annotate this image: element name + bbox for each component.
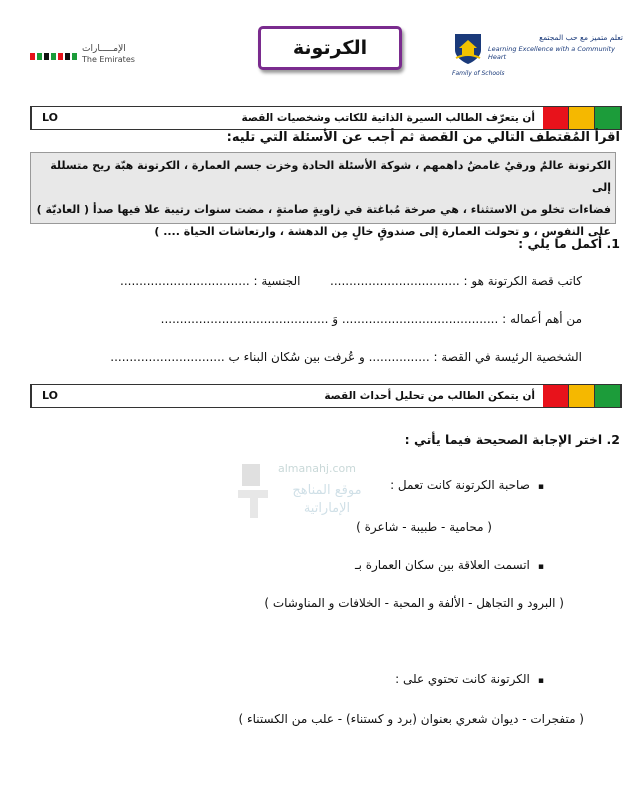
school-tagline-en: Learning Excellence with a Community Heart xyxy=(488,45,615,61)
passage-line: الكرتونة عالمٌ ورقيٌ غامضٌ داهمهم ، شوكة الأسئلة الحادة وخزت جسم العمارة ، الكرتونة هبّة ريح متسللة إلى xyxy=(50,159,611,194)
q1-author-line: كاتب قصة الكرتونة هو : .................................. xyxy=(330,274,582,288)
emirates-logo xyxy=(30,44,180,70)
emirates-logo-dots xyxy=(30,53,77,60)
q1-works-line: من أهم أعماله : ......................................... وَ ............................................ xyxy=(160,312,582,326)
q2-item-3-options: ( متفجرات - ديوان شعري بعنوان (برد و كستناء) - علب من الكستناء ) xyxy=(238,712,584,726)
worksheet-title: الكرتونة xyxy=(292,37,368,59)
watermark-ar: موقع المناهج الإماراتية xyxy=(292,483,362,516)
learning-outcome-bar-1 xyxy=(30,106,622,130)
rating-red xyxy=(543,107,569,129)
q2-item-1-text: ▪ صاحبة الكرتونة كانت تعمل : xyxy=(390,478,544,492)
q2-item-2-options: ( البرود و التجاهل - الألفة و المحبة - الخلافات و المناوشات ) xyxy=(264,596,564,610)
passage-line: فضاءات تخلو من الاستثناء ، هي صرخة مُباغتة في زاويةٍ صامتةٍ ، مضت سنوات رتيبة علا فيها صدأ ( العاديّة ) xyxy=(36,203,611,216)
rating-colors xyxy=(543,107,621,129)
q2-item-2-text: ▪ اتسمت العلاقة بين سكان العمارة بـ xyxy=(355,558,544,572)
rating-yellow xyxy=(569,385,595,407)
watermark-icon xyxy=(236,460,276,520)
lo-text: أن يتعرّف الطالب السيرة الذاتية للكاتب وشخصيات القصة xyxy=(241,112,535,124)
emirates-logo-en: The Emirates xyxy=(82,55,135,64)
reading-instruction: اقرأ المُقتطف التالي من القصة ثم أجب عن الأسئلة التي تليه: xyxy=(226,130,620,145)
story-passage xyxy=(30,152,616,238)
lo-label: LO xyxy=(31,385,68,407)
watermark-url: almanahj.com xyxy=(278,462,356,475)
lo-text: أن يتمكن الطالب من تحليل أحداث القصة xyxy=(324,390,535,402)
rating-green xyxy=(595,107,620,129)
rating-colors xyxy=(543,385,621,407)
rating-green xyxy=(595,385,620,407)
q2-item-1-options: ( محامية - طبيبة - شاعرة ) xyxy=(356,520,492,534)
q1-nationality-line: الجنسية : .................................. xyxy=(120,274,301,288)
q2-item-1 xyxy=(390,478,544,492)
rating-red xyxy=(543,385,569,407)
q2-item-2 xyxy=(355,558,544,572)
question-2-title: 2. اختر الإجابة الصحيحة فيما يأتي : xyxy=(404,432,620,447)
passage-line: على النفوس ، و تحولت العمارة إلى صندوقٍ خالٍ مِن الدهشة ، وارتعاشات الحياة .... ) xyxy=(154,225,611,238)
question-1-title: 1. أكمل ما يلي : xyxy=(518,236,620,251)
q2-item-3 xyxy=(395,672,544,686)
school-crest-icon xyxy=(452,32,484,66)
q2-item-3-text: ▪ الكرتونة كانت تحتوي على : xyxy=(395,672,544,686)
lo-label: LO xyxy=(31,107,68,129)
q1-character-line: الشخصية الرئيسة في القصة : ................ و عُرفت بين سُكان البناء ب .............................. xyxy=(110,350,582,364)
learning-outcome-bar-2 xyxy=(30,384,622,408)
watermark xyxy=(236,460,386,524)
rating-yellow xyxy=(569,107,595,129)
emirates-logo-ar: الإمـــــارات xyxy=(82,44,126,54)
school-tagline-ar: تعلم متميز مع حب المجتمع xyxy=(539,33,623,42)
school-subtitle: Family of Schools xyxy=(452,70,505,77)
worksheet-title-box xyxy=(258,26,402,70)
